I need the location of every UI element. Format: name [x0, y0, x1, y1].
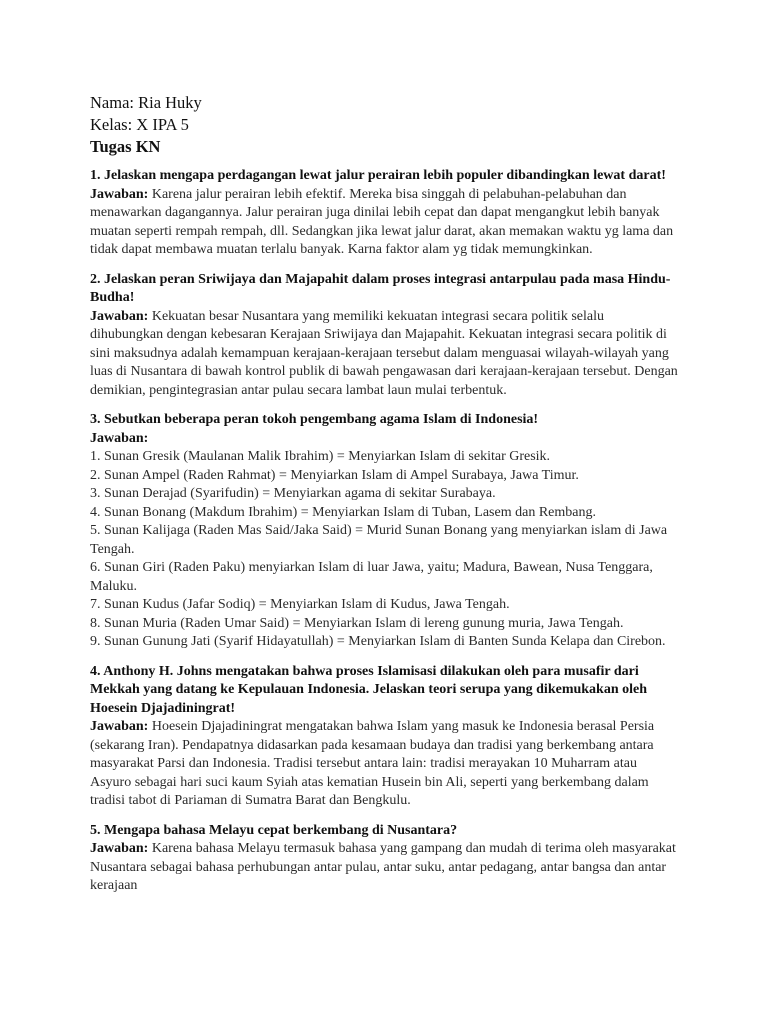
question-4-text: 4. Anthony H. Johns mengatakan bahwa proses Islamisasi dilakukan oleh para musafir dari Mekkah yang datang ke Kepulauan Indonesia. Jelaskan teori serupa yang dikemukakan oleh Hoesein Djajadiningrat!	[90, 663, 648, 716]
answer-5-text: Karena bahasa Melayu termasuk bahasa yang gampang dan mudah di terima oleh masyarakat Nusantara sebagai bahasa perhubungan antar pulau, antar suku, antar pedagang, antar bangsa dan antar kerajaan	[90, 841, 676, 893]
list-item: 7. Sunan Kudus (Jafar Sodiq) = Menyiarkan Islam di Kudus, Jawa Tengah.	[90, 597, 510, 612]
list-item: 4. Sunan Bonang (Makdum Ibrahim) = Menyiarkan Islam di Tuban, Lasem dan Rembang.	[90, 504, 596, 520]
answer-5	[90, 840, 680, 896]
question-5-text: 5. Mengapa bahasa Melayu cepat berkembang di Nusantara?	[90, 822, 458, 838]
document-page	[90, 92, 680, 907]
answer-1-text: Karena jalur perairan lebih efektif. Mereka bisa singgah di pelabuhan-pelabuhan dan menawarkan dagangannya. Jalur perairan juga dinilai lebih cepat dan dapat mengangkut lebih banyak muatan seperti rempah rempah, dll. Sedangkan jika lewat jalur darat, akan memakan waktu yg lama dan tidak dapat membawa muatan terlalu banyak. Karna faktor alam yg tidak memungkinkan.	[90, 186, 674, 257]
list-item: 8. Sunan Muria (Raden Umar Said) = Menyiarkan Islam di lereng gunung muria, Jawa Tengah.	[90, 615, 624, 631]
question-4-block	[90, 663, 680, 811]
answer-label: Jawaban:	[90, 186, 149, 202]
list-item: 9. Sunan Gunung Jati (Syarif Hidayatullah) = Menyiarkan Islam di Banten Sunda Kelapa dan Cirebon.	[90, 634, 666, 649]
assignment-title: Tugas KN	[90, 137, 161, 156]
question-2-block	[90, 271, 680, 401]
student-header	[90, 92, 680, 158]
answer-2-text: Kekuatan besar Nusantara yang memiliki kekuatan integrasi secara politik selalu dihubungkan dengan kebesaran Kerajaan Sriwijaya dan Majapahit. Kekuatan integrasi secara politik di sini maksudnya adalah kemampuan kerajaan-kerajaan tersebut dalam menguasai wilayah-wilayah yang luas di Nusantara di bawah kontrol publik di bawah pengawasan dari kerajaan-kerajaan tersebut. Dengan demikian, pengintegrasian antar pulau secara lambat laun mulai terbentuk.	[90, 308, 678, 398]
answer-4-text: Hoesein Djajadiningrat mengatakan bahwa Islam yang masuk ke Indonesia berasal Persia (sekarang Iran). Pendapatnya didasarkan pada kesamaan budaya dan tradisi yang berkembang antara masyarakat Parsi dan Indonesia. Tradisi tersebut antara lain: tradisi merayakan 10 Muharram atau Asyuro sebagai hari suci kaum Syiah atas kematian Husein bin Ali, seperti yang berkembang dalam tradisi tabot di Pariaman di Sumatra Barat dan Bengkulu.	[90, 719, 655, 808]
question-5-block	[90, 822, 680, 896]
list-item: 6. Sunan Giri (Raden Paku) menyiarkan Islam di luar Jawa, yaitu; Madura, Bawean, Nusa Tenggara, Maluku.	[90, 560, 653, 594]
student-class: Kelas: X IPA 5	[90, 115, 189, 134]
list-item: 2. Sunan Ampel (Raden Rahmat) = Menyiarkan Islam di Ampel Surabaya, Jawa Timur.	[90, 467, 579, 483]
list-item: 3. Sunan Derajad (Syarifudin) = Menyiarkan agama di sekitar Surabaya.	[90, 486, 496, 501]
answer-label: Jawaban:	[90, 719, 149, 734]
answer-label: Jawaban:	[90, 430, 149, 446]
list-item: 5. Sunan Kalijaga (Raden Mas Said/Jaka Said) = Murid Sunan Bonang yang menyiarkan islam di Jawa Tengah.	[90, 523, 668, 557]
question-3-block	[90, 411, 680, 652]
student-name: Nama: Ria Huky	[90, 93, 202, 112]
answer-4	[90, 718, 680, 811]
list-item: 1. Sunan Gresik (Maulanan Malik Ibrahim) = Menyiarkan Islam di sekitar Gresik.	[90, 449, 551, 464]
question-2-text: 2. Jelaskan peran Sriwijaya dan Majapahit dalam proses integrasi antarpulau pada masa Hindu-Budha!	[90, 271, 671, 305]
question-3-text: 3. Sebutkan beberapa peran tokoh pengembang agama Islam di Indonesia!	[90, 412, 539, 427]
answer-1	[90, 186, 680, 260]
question-1-block	[90, 167, 680, 260]
question-1-text: 1. Jelaskan mengapa perdagangan lewat jalur perairan lebih populer dibandingkan lewat darat!	[90, 168, 666, 183]
answer-label: Jawaban:	[90, 308, 149, 324]
answer-label: Jawaban:	[90, 841, 149, 856]
answer-2	[90, 308, 680, 401]
